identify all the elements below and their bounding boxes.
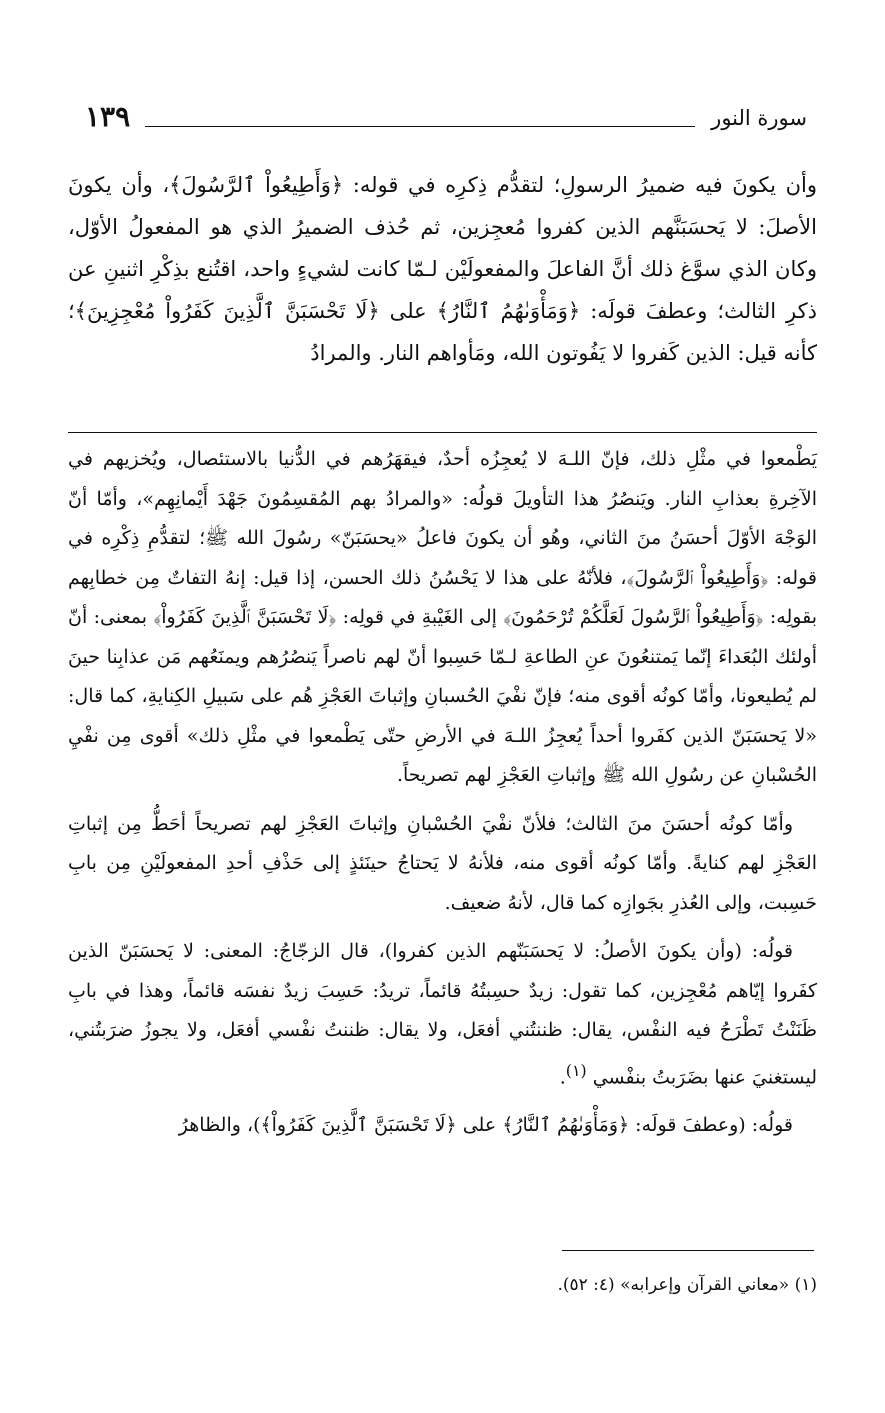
header-rule [145, 126, 695, 127]
commentary-paragraph-4: قولُه: (وعطفَ قولَه: ﴿وَمَأْوَىٰهُمُ ٱلنَّارُ﴾ على ﴿لَا تَحْسَبَنَّ ٱلَّذِينَ كَفَرُواْ﴾)، والظاهرُ [178, 1114, 793, 1137]
commentary-paragraph-3-text: قولُه: (وأن يكونَ الأصلُ: لا يَحسَبَنّهم الذين كفروا)، قال الزجّاجُ: المعنى: لا يَحسَبَنّ الذين كفَروا إيّاهم مُعْجِزين، كما تقول: زيدٌ حسِبتُهُ قائماً، تريدُ: حَسِبَ زيدٌ نفسَه قائماً، وهذا في بابِ ظَنَنْتُ تَطْرَحُ فيه النفْس، يقال: ظننتُني أفعَل، ولا يقال: ظننتُ نفْسي أفعَل، ولا يجوزُ ضرَبتُني، ليستغنيَ عنها بضَرَبتُ بنفْسي [68, 940, 817, 1088]
commentary-paragraph-2: وأمّا كونُه أحسَنَ منَ الثالث؛ فلأنّ نفْيَ الحُسْبانِ وإثباتَ العَجْزِ لهم تصريحاً أحَطُّ مِن إثباتِ العَجْزِ لهم كنايةً. وأمّا كونُه أقوى منه، فلأنهُ لا يَحتاجُ حينَئذٍ إلى حَذْفِ أحدِ المفعولَيْنِ مِن بابِ حَسِبت، وإلى العُذرِ بجَوازِه كما قال، لأنهُ ضعيف. [68, 812, 817, 914]
section-separator [68, 432, 817, 433]
footnote: (١) «معاني القرآن وإعرابه» (٤: ٥٢). [557, 1275, 817, 1295]
surah-title: سورة النور [711, 106, 807, 130]
commentary [68, 440, 817, 1155]
footnote-reference: (١) [565, 1060, 587, 1080]
page-header [85, 96, 807, 146]
commentary-paragraph-1: يَطْمعوا في مثْلِ ذلك، فإنّ اللـهَ لا يُعجِزُه أحدٌ، فيقهَرُهم في الدُّنيا بالاستئصال، ويُخزيهم في الآخِرةِ بعذابِ النار. ويَنصُرُ هذا التأويلَ قولُه: «والمرادُ بهم المُقسِمُونَ جَهْدَ أَيْمانِهِم»، وأمّا أنّ الوَجْهَ الأوّلَ أحسَنُ منَ الثاني، وهُو أن يكونَ فاعلُ «يحسَبَنّ» رسُولَ الله ﷺ؛ لتقدُّمِ ذِكْرِه في قوله: ﴿وَأَطِيعُواْ ٱلرَّسُولَ﴾، فلأنّهُ على هذا لا يَحْسُنُ ذلك الحسن، إذا قيل: إنهُ التفاتٌ مِن خطابِهم بقولِه: ﴿وَأَطِيعُواْ ٱلرَّسُولَ لَعَلَّكُمْ تُرْحَمُونَ﴾ إلى الغَيْبةِ في قولِه: ﴿لَا تَحْسَبَنَّ ٱلَّذِينَ كَفَرُواْ﴾ بمعنى: أنّ أولئك البُعَداءَ إنّما يَمتنعُونَ عنِ الطاعةِ لـمّا حَسِبوا أنّ لهم ناصراً يَنصُرُهم ويمنَعُهم مَن عذابِنا حينَ لم يُطيعونا، وأمّا كونُه أقوى منه؛ فإنّ نفْيَ الحُسبانِ وإثباتَ العَجْزِ هُم على سَبيلِ الكِنايةِ، كما قال: «لا يَحسَبَنّ الذين كفَروا أحداً يُعجِزُ اللـهَ في الأرضِ حتّى يَطْمعوا في مثْلِ ذلك» أقوى مِن نفْيِ الحُسْبانِ عن رسُولِ الله ﷺ وإثباتِ العَجْزِ لهم تصريحاً. [68, 448, 817, 786]
page-number: ١٣٩ [85, 100, 131, 133]
footnote-rule [562, 1250, 814, 1251]
main-paragraph: وأن يكونَ فيه ضميرُ الرسولِ؛ لتقدُّم ذِكرِه في قوله: ﴿وَأَطِيعُواْ ٱلرَّسُولَ﴾، وأن يكونَ الأصلَ: لا يَحسَبَنَّهم الذين كفروا مُعجِزين، ثم حُذف الضميرُ الذي هو المفعولُ الأوّل، وكان الذي سوَّغ ذلك أنَّ الفاعلَ والمفعولَيْن لـمّا كانت لشيءٍ واحد، اقتُنع بذِكْرِ اثنينِ عن ذكرِ الثالث؛ وعطفَ قولَه: ﴿وَمَأْوَىٰهُمُ ٱلنَّارُ﴾ على ﴿لَا تَحْسَبَنَّ ٱلَّذِينَ كَفَرُواْ مُعْجِزِينَ﴾؛ كأنه قيل: الذين كَفروا لا يَفُوتون الله، ومَأواهم النار. والمرادُ [68, 173, 817, 365]
commentary-paragraph-3: قولُه: (وأن يكونَ الأصلُ: لا يَحسَبَنّهم الذين كفروا)، قال الزجّاجُ: المعنى: لا يَحسَبَنّ الذين كفَروا إيّاهم مُعْجِزين، كما تقول: زيدٌ حسِبتُهُ قائماً، تريدُ: حَسِبَ زيدٌ نفسَه قائماً، وهذا في بابِ ظَنَنْتُ تَطْرَحُ فيه النفْس، يقال: ظننتُني أفعَل، ولا يقال: ظننتُ نفْسي أفعَل، ولا يجوزُ ضرَبتُني، ليستغنيَ عنها بضَرَبتُ بنفْسي $^{(١)}$. [68, 940, 817, 1088]
main-text [68, 164, 817, 374]
